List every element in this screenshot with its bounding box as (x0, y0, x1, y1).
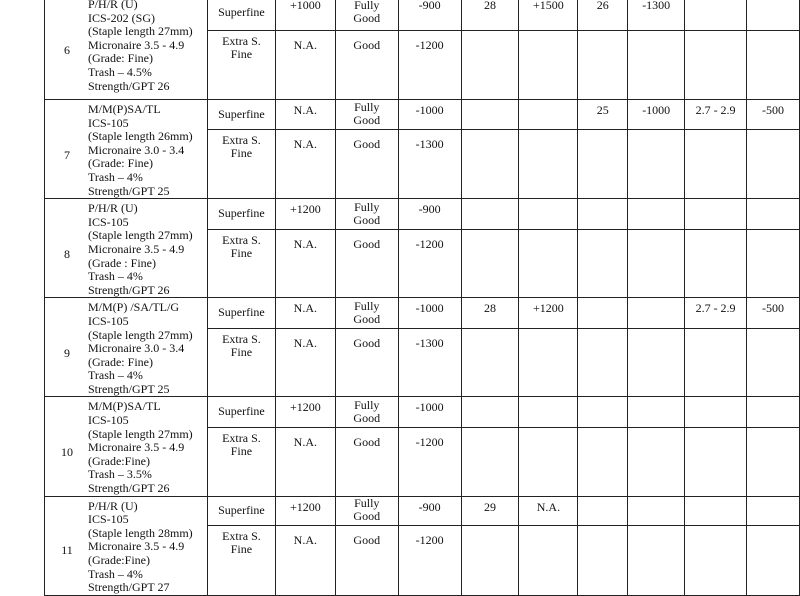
serial-number: 11 (61, 542, 73, 557)
description-line: Micronaire 3.5 - 4.9 (88, 539, 185, 554)
description-line: Trash – 4% (88, 269, 143, 284)
description-line: ICS-105 (88, 313, 129, 328)
description-line: P/H/R (U) (88, 0, 138, 11)
col-a-cell (461, 328, 519, 397)
col-f-cell (747, 328, 800, 397)
price-text: N.A. (293, 103, 318, 117)
table-row (45, 496, 800, 525)
description-line: (Grade : Fine) (88, 255, 156, 270)
cotton-description-cell (45, 397, 208, 496)
col-f-text: -500 (762, 103, 784, 117)
description-line: (Staple length 27mm) (88, 24, 193, 39)
condition-text: Good (353, 38, 381, 52)
col-a-text: 29 (484, 499, 497, 514)
col-d-cell (628, 525, 685, 595)
col-c-cell (578, 0, 628, 31)
deduction-cell (398, 229, 461, 298)
col-f-cell (747, 31, 800, 100)
col-b-cell (519, 397, 578, 427)
condition-cell (335, 0, 398, 31)
col-f-cell (747, 229, 800, 298)
col-a-cell (461, 199, 519, 229)
grade-text: Superfine (218, 106, 265, 121)
col-d-cell (628, 427, 685, 496)
col-e-cell (685, 525, 747, 595)
deduction-text: -1200 (415, 236, 444, 251)
col-b-text: N.A. (536, 499, 561, 514)
col-b-cell (519, 427, 578, 496)
deduction-cell (398, 31, 461, 100)
condition-text: Fully Good (353, 397, 381, 425)
condition-text: Good (353, 335, 381, 350)
col-e-cell (685, 0, 747, 31)
col-e-cell (685, 199, 747, 229)
condition-cell (335, 397, 398, 427)
col-f-cell (747, 427, 800, 496)
deduction-text: -1200 (415, 38, 444, 52)
condition-cell (335, 100, 398, 130)
col-c-cell (578, 427, 628, 496)
col-b-cell (519, 31, 578, 100)
price-cell (275, 328, 335, 397)
description-line: (Staple length 26mm) (88, 129, 193, 144)
description-line: M/M(P)SA/TL (88, 399, 161, 414)
col-f-cell (747, 298, 800, 328)
table-row (45, 298, 800, 328)
col-b-cell (519, 298, 578, 328)
price-text: +1200 (289, 202, 321, 217)
col-b-cell (519, 229, 578, 298)
price-text: N.A. (293, 38, 318, 52)
deduction-cell (398, 130, 461, 199)
col-b-cell (519, 525, 578, 595)
grade-text: Superfine (218, 502, 265, 517)
description-line: (Grade:Fine) (88, 553, 150, 567)
col-f-cell (747, 525, 800, 595)
condition-cell (335, 298, 398, 328)
description-line: Strength/GPT 25 (88, 381, 170, 396)
deduction-text: -1300 (415, 137, 444, 152)
deduction-text: -1000 (415, 301, 444, 316)
price-text: +1200 (289, 400, 321, 415)
col-f-cell (747, 130, 800, 199)
col-c-cell (578, 130, 628, 199)
grade-cell (207, 0, 275, 31)
description-line: Strength/GPT 27 (88, 580, 170, 595)
serial-number: 8 (64, 247, 70, 262)
description-line: Trash – 4.5% (88, 64, 152, 79)
description-line: (Grade: Fine) (88, 51, 153, 66)
grade-text: Superfine (218, 404, 265, 419)
col-e-cell (685, 130, 747, 199)
description-line: Trash – 3.5% (88, 467, 152, 482)
description-line: Trash – 4% (88, 169, 143, 184)
deduction-text: -900 (418, 499, 441, 514)
description-line: ICS-202 (SG) (88, 10, 156, 25)
deduction-cell (398, 427, 461, 496)
col-b-cell (519, 199, 578, 229)
col-a-text: 28 (484, 301, 497, 316)
col-d-cell (628, 199, 685, 229)
description-line: Trash – 4% (88, 566, 143, 581)
col-c-text: 26 (596, 0, 609, 12)
col-a-cell (461, 397, 519, 427)
deduction-text: -1300 (415, 335, 444, 350)
col-e-cell (685, 328, 747, 397)
price-cell (275, 100, 335, 130)
col-c-cell (578, 397, 628, 427)
price-text: +1200 (289, 499, 321, 514)
col-c-cell (578, 100, 628, 130)
condition-cell (335, 130, 398, 199)
deduction-cell (398, 199, 461, 229)
description-line: (Grade:Fine) (88, 453, 150, 468)
price-cell (275, 229, 335, 298)
condition-text: Good (353, 137, 381, 152)
price-text: N.A. (293, 335, 318, 350)
description-line: (Grade: Fine) (88, 156, 153, 171)
condition-cell (335, 199, 398, 229)
cotton-description-cell (45, 0, 208, 100)
col-b-cell (519, 100, 578, 130)
grade-cell (207, 298, 275, 328)
grade-cell (207, 397, 275, 427)
col-d-text: -1300 (642, 0, 671, 12)
col-c-cell (578, 31, 628, 100)
col-c-text: 25 (596, 103, 609, 117)
cotton-description-cell (45, 496, 208, 595)
deduction-text: -1000 (415, 400, 444, 415)
grade-text: Extra S. Fine (222, 232, 261, 260)
col-f-cell (747, 199, 800, 229)
col-e-cell (685, 31, 747, 100)
col-c-cell (578, 199, 628, 229)
grade-text: Superfine (218, 305, 265, 320)
description-line: M/M(P) /SA/TL/G (88, 300, 180, 315)
col-a-cell (461, 496, 519, 525)
description-line: ICS-105 (88, 214, 129, 229)
price-text: +1000 (289, 0, 321, 12)
condition-text: Fully Good (353, 496, 381, 524)
description-line: P/H/R (U) (88, 498, 138, 513)
price-text: N.A. (293, 301, 318, 316)
col-f-text: -500 (762, 301, 784, 316)
col-c-cell (578, 229, 628, 298)
col-d-cell (628, 100, 685, 130)
col-b-text: +1500 (533, 0, 564, 12)
col-d-cell (628, 31, 685, 100)
grade-cell (207, 427, 275, 496)
description-line: Strength/GPT 26 (88, 481, 170, 496)
col-e-cell (685, 427, 747, 496)
col-f-cell (747, 397, 800, 427)
condition-text: Good (353, 532, 381, 547)
col-b-cell (519, 496, 578, 525)
price-text: N.A. (293, 532, 318, 547)
condition-cell (335, 496, 398, 525)
serial-number: 9 (64, 346, 70, 361)
grade-cell (207, 130, 275, 199)
deduction-cell (398, 298, 461, 328)
col-a-cell (461, 427, 519, 496)
cotton-grade-table (44, 0, 800, 596)
cotton-description-cell (45, 298, 208, 397)
deduction-text: -1000 (415, 103, 444, 117)
deduction-text: -1200 (415, 434, 444, 449)
col-a-cell (461, 0, 519, 31)
description-line: Trash – 4% (88, 368, 143, 383)
col-d-cell (628, 298, 685, 328)
description-line: (Staple length 27mm) (88, 426, 193, 441)
deduction-cell (398, 525, 461, 595)
col-e-text: 2.7 - 2.9 (695, 301, 736, 316)
price-cell (275, 496, 335, 525)
col-d-cell (628, 328, 685, 397)
table-row (45, 100, 800, 130)
col-c-cell (578, 525, 628, 595)
description-line: Micronaire 3.0 - 3.4 (88, 142, 185, 157)
price-cell (275, 199, 335, 229)
serial-number: 6 (64, 43, 70, 57)
description-line: Strength/GPT 25 (88, 183, 170, 198)
grade-text: Extra S. Fine (222, 133, 261, 161)
col-a-text: 28 (484, 0, 497, 12)
col-d-cell (628, 496, 685, 525)
col-a-cell (461, 100, 519, 130)
grade-cell (207, 328, 275, 397)
cotton-description-cell (45, 100, 208, 199)
price-cell (275, 0, 335, 31)
cotton-description-cell (45, 199, 208, 298)
condition-text: Good (353, 236, 381, 251)
col-d-text: -1000 (642, 103, 671, 117)
table-row (45, 0, 800, 31)
condition-text: Fully Good (353, 298, 381, 326)
col-d-cell (628, 130, 685, 199)
col-a-cell (461, 298, 519, 328)
grade-cell (207, 31, 275, 100)
description-line: Micronaire 3.5 - 4.9 (88, 37, 185, 52)
col-e-cell (685, 229, 747, 298)
deduction-cell (398, 0, 461, 31)
grade-cell (207, 496, 275, 525)
grade-text: Extra S. Fine (222, 528, 261, 556)
description-line: Micronaire 3.0 - 3.4 (88, 341, 185, 356)
grade-cell (207, 199, 275, 229)
deduction-text: -900 (418, 202, 441, 217)
price-cell (275, 130, 335, 199)
col-e-text: 2.7 - 2.9 (695, 103, 736, 117)
col-a-cell (461, 31, 519, 100)
col-c-cell (578, 496, 628, 525)
condition-cell (335, 31, 398, 100)
price-text: N.A. (293, 137, 318, 152)
table-row (45, 199, 800, 229)
condition-text: Fully Good (353, 0, 381, 26)
col-d-cell (628, 397, 685, 427)
condition-cell (335, 229, 398, 298)
description-line: (Grade: Fine) (88, 354, 153, 369)
grade-text: Extra S. Fine (222, 430, 261, 458)
col-a-cell (461, 130, 519, 199)
condition-text: Fully Good (353, 199, 381, 227)
deduction-cell (398, 328, 461, 397)
price-cell (275, 525, 335, 595)
price-cell (275, 427, 335, 496)
grade-cell (207, 100, 275, 130)
description-line: P/H/R (U) (88, 201, 138, 216)
col-d-cell (628, 229, 685, 298)
col-c-cell (578, 298, 628, 328)
col-e-cell (685, 397, 747, 427)
col-b-text: +1200 (533, 301, 564, 316)
serial-number: 10 (61, 445, 73, 460)
description-line: (Staple length 27mm) (88, 327, 193, 342)
col-a-cell (461, 229, 519, 298)
price-text: N.A. (293, 236, 318, 251)
deduction-cell (398, 100, 461, 130)
description-line: M/M(P)SA/TL (88, 102, 161, 116)
condition-cell (335, 427, 398, 496)
grade-text: Superfine (218, 4, 265, 19)
col-b-cell (519, 328, 578, 397)
col-f-cell (747, 0, 800, 31)
grade-cell (207, 229, 275, 298)
description-line: ICS-105 (88, 512, 129, 527)
description-line: ICS-105 (88, 413, 129, 428)
col-e-cell (685, 496, 747, 525)
description-line: Micronaire 3.5 - 4.9 (88, 440, 185, 455)
col-e-cell (685, 298, 747, 328)
description-line: Strength/GPT 26 (88, 282, 170, 297)
col-e-cell (685, 100, 747, 130)
grade-text: Extra S. Fine (222, 331, 261, 359)
col-f-cell (747, 100, 800, 130)
deduction-text: -1200 (415, 532, 444, 547)
table-row (45, 397, 800, 427)
description-line: (Staple length 28mm) (88, 525, 193, 540)
serial-number: 7 (64, 148, 70, 162)
deduction-text: -900 (418, 0, 441, 12)
price-cell (275, 298, 335, 328)
price-cell (275, 31, 335, 100)
condition-text: Good (353, 434, 381, 449)
deduction-cell (398, 496, 461, 525)
description-line: (Staple length 27mm) (88, 228, 193, 243)
price-text: N.A. (293, 434, 318, 449)
description-line: ICS-105 (88, 115, 129, 130)
grade-cell (207, 525, 275, 595)
description-line: Micronaire 3.5 - 4.9 (88, 241, 185, 256)
condition-cell (335, 328, 398, 397)
col-a-cell (461, 525, 519, 595)
col-d-cell (628, 0, 685, 31)
price-cell (275, 397, 335, 427)
condition-cell (335, 525, 398, 595)
description-line: Strength/GPT 26 (88, 78, 170, 93)
condition-text: Fully Good (353, 100, 381, 128)
table-body (45, 0, 800, 595)
deduction-cell (398, 397, 461, 427)
grade-text: Superfine (218, 206, 265, 221)
col-f-cell (747, 496, 800, 525)
col-c-cell (578, 328, 628, 397)
col-b-cell (519, 130, 578, 199)
grade-text: Extra S. Fine (222, 34, 261, 61)
col-b-cell (519, 0, 578, 31)
